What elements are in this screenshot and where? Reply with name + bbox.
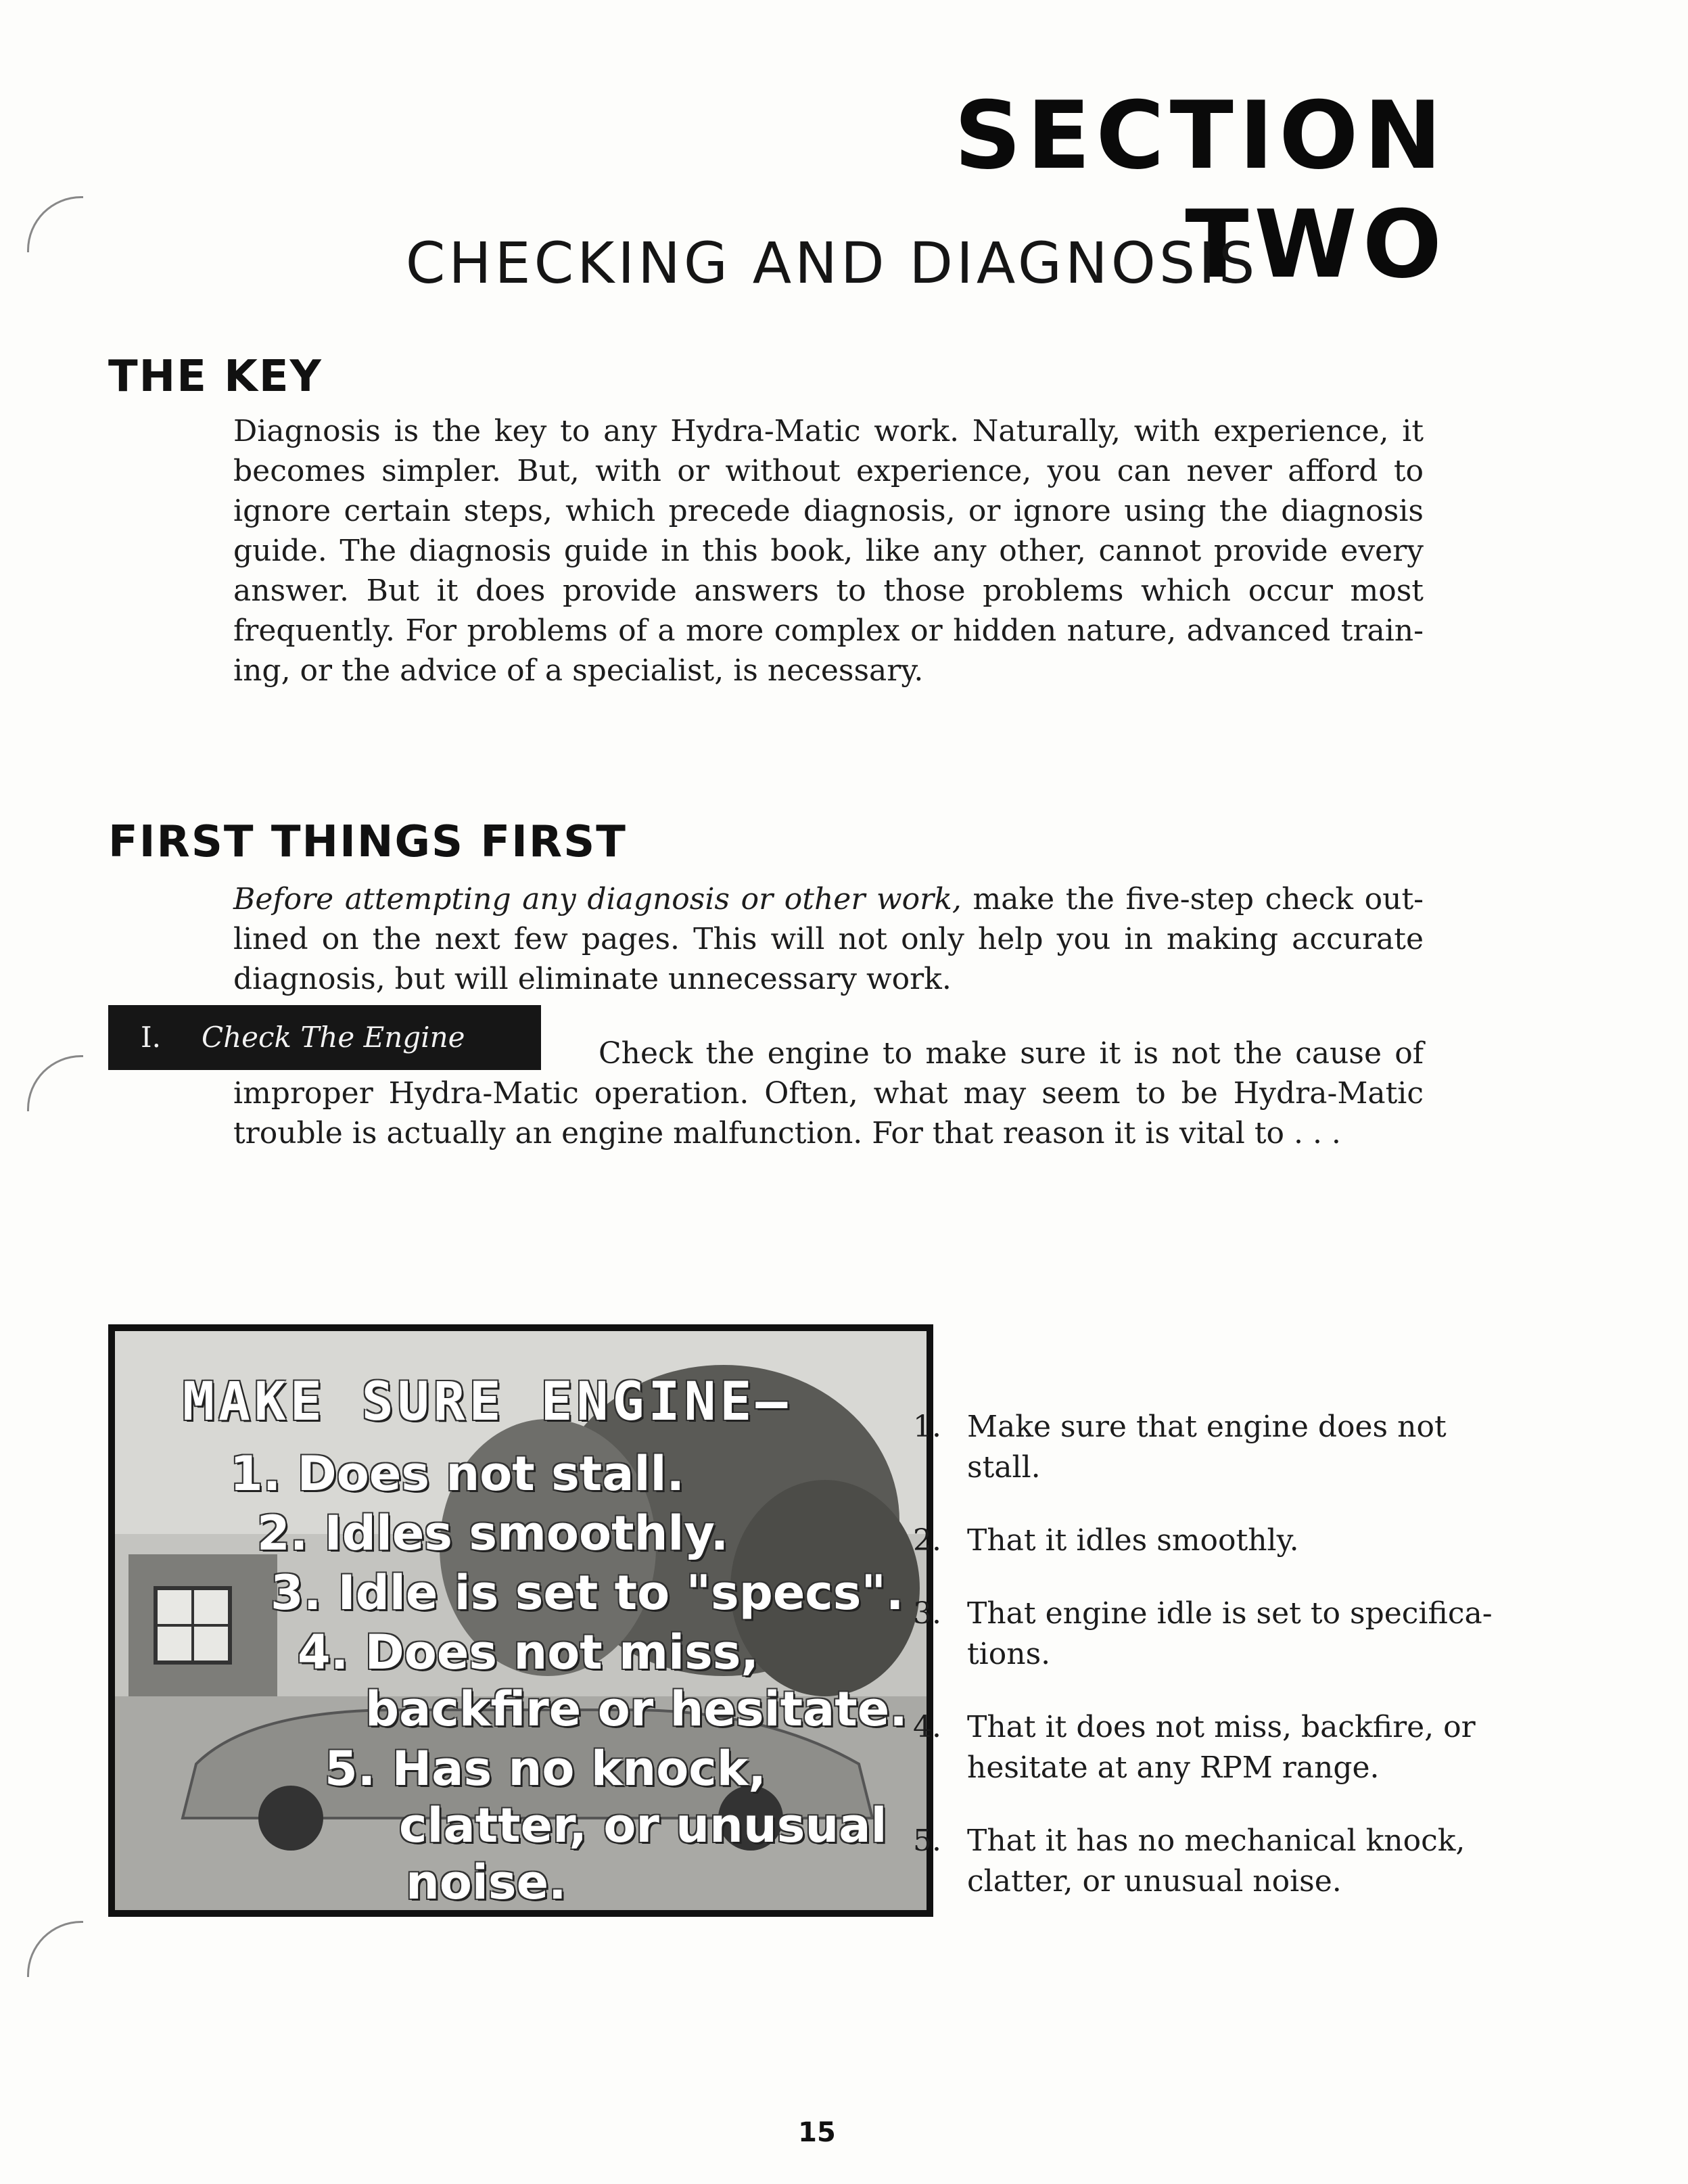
list-item	[913, 1407, 1522, 1488]
binder-hole-mark	[27, 1055, 83, 1111]
step-paragraph	[233, 1073, 1424, 1153]
list-number: 1.	[913, 1410, 941, 1444]
paragraph-line: ing, or the advice of a specialist, is necessary.	[233, 653, 924, 688]
binder-hole-mark	[27, 1921, 83, 1977]
paragraph-line: trouble is actually an engine malfunction. For that reason it is vital to . . .	[233, 1116, 1341, 1151]
paragraph-line: becomes simpler. But, with or without experience, you can never afford to	[233, 454, 1424, 488]
list-item	[913, 1821, 1522, 1902]
paragraph-line: Check the engine to make sure it is not the cause of	[599, 1036, 1424, 1071]
overlay-item: noise.	[406, 1855, 567, 1910]
list-text: That it does not miss, backfire, or hesitate at any RPM range.	[967, 1710, 1476, 1785]
paragraph-line: improper Hydra-Matic operation. Often, what may seem to be Hydra-Matic	[233, 1076, 1424, 1111]
overlay-item: 4. Does not miss,	[298, 1625, 759, 1680]
overlay-item: clatter, or unusual	[399, 1798, 887, 1853]
the-key-paragraph	[233, 411, 1424, 691]
intro-italic: Before attempting any diagnosis or other work,	[233, 882, 962, 916]
list-text: Make sure that engine does not stall.	[967, 1410, 1447, 1485]
first-things-heading: FIRST THINGS FIRST	[108, 817, 627, 867]
paragraph-line: Diagnosis is the key to any Hydra-Matic work. Naturally, with experience, it	[233, 414, 1424, 448]
section-heading: SECTION TWO	[954, 81, 1447, 299]
list-text: That it idles smoothly.	[967, 1523, 1299, 1558]
list-number: 2.	[913, 1523, 941, 1558]
paragraph-line: lined on the next few pages. This will not only help you in making accurate	[233, 922, 1424, 956]
paragraph-line: guide. The diagnosis guide in this book, like any other, cannot provide every	[233, 534, 1424, 568]
overlay-item: 3. Idle is set to "specs".	[271, 1565, 904, 1621]
chapter-title: CHECKING AND DIAGNOSIS	[405, 230, 1259, 296]
paragraph-line: diagnosis, but will eliminate unnecessary work.	[233, 962, 952, 996]
engine-checklist	[913, 1407, 1522, 1934]
step-text-first-line	[599, 1033, 1424, 1073]
overlay-item: 5. Has no knock,	[325, 1741, 766, 1796]
list-item	[913, 1594, 1522, 1675]
list-item	[913, 1707, 1522, 1788]
list-text: That engine idle is set to specifica- tions.	[967, 1596, 1493, 1671]
overlay-title: MAKE SURE ENGINE—	[183, 1372, 792, 1433]
step-label: Check The Engine	[201, 1021, 465, 1054]
overlay-item: 2. Idles smoothly.	[257, 1506, 729, 1561]
step-number: I.	[141, 1021, 161, 1054]
list-number: 5.	[913, 1823, 941, 1858]
list-text: That it has no mechanical knock, clatter, or unusual noise.	[967, 1823, 1466, 1899]
first-things-paragraph	[233, 879, 1424, 999]
overlay-item: 1. Does not stall.	[230, 1446, 685, 1502]
list-number: 4.	[913, 1710, 941, 1744]
intro-rest: make the five-step check out-	[972, 882, 1424, 916]
paragraph-line: ignore certain steps, which precede diagnosis, or ignore using the diagnosis	[233, 494, 1424, 528]
step-one-tag	[108, 1005, 541, 1070]
list-item	[913, 1520, 1522, 1561]
the-key-heading: THE KEY	[108, 352, 323, 402]
list-number: 3.	[913, 1596, 941, 1631]
paragraph-line: answer. But it does provide answers to those problems which occur most	[233, 574, 1424, 608]
engine-check-photo	[108, 1324, 933, 1917]
paragraph-line: frequently. For problems of a more complex or hidden nature, advanced train-	[233, 613, 1424, 648]
paragraph-line	[233, 879, 1424, 919]
binder-hole-mark	[27, 196, 83, 252]
overlay-item: backfire or hesitate.	[365, 1681, 908, 1737]
page-number: 15	[798, 2117, 836, 2148]
